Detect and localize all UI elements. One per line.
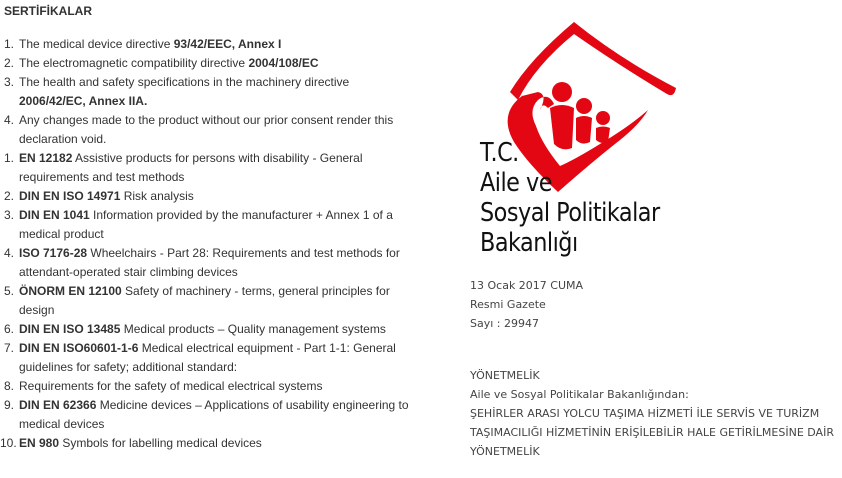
certificate-item: [0, 320, 420, 339]
regulation-title-line-1: ŞEHİRLER ARASI YOLCU TAŞIMA HİZMETİ İLE SERVİS VE TURİZM: [470, 407, 820, 420]
certificate-standard-code: DIN EN ISO 14971: [19, 189, 121, 203]
regulation-issuer: Aile ve Sosyal Politikalar Bakanlığından:: [470, 388, 689, 401]
certificate-item: [0, 35, 420, 54]
gazette-info: [470, 276, 583, 333]
certificate-standard-code: ISO 7176-28: [19, 246, 88, 260]
certificate-description: Risk analysis: [120, 189, 194, 203]
regulation-info: [470, 366, 842, 461]
certificate-standard-code: DIN EN 1041: [19, 208, 90, 222]
certificate-description: Symbols for labelling medical devices: [59, 436, 262, 450]
certificate-number: 3.: [4, 208, 15, 222]
certificate-item: [0, 149, 420, 187]
certificate-text: The health and safety specifications in the machinery directive: [19, 75, 350, 89]
certificate-item: [0, 377, 420, 396]
certificate-description: Medicine devices – Applications of usability engineering to medical devices: [19, 398, 409, 431]
certificate-number: 4.: [4, 113, 15, 127]
logo-line-bakanlik: Bakanlığı: [480, 228, 578, 258]
certificate-number: 1.: [4, 37, 15, 51]
certificate-standard-code: 2006/42/EC, Annex IIA.: [19, 94, 148, 108]
certificate-item: [0, 206, 420, 244]
certificate-text: Requirements for the safety of medical electrical systems: [19, 379, 323, 393]
regulation-title-line-2: TAŞIMACILIĞI HİZMETİNİN ERİŞİLEBİLİR HALE GETİRİLMESİNE DAİR: [470, 426, 834, 439]
ministry-name: [480, 138, 686, 258]
certificate-item: [0, 339, 420, 377]
certificate-standard-code: DIN EN 62366: [19, 398, 97, 412]
certificate-number: 2.: [4, 189, 15, 203]
gazette-issue: Sayı : 29947: [470, 317, 539, 330]
logo-line-tc: T.C.: [480, 138, 519, 168]
certificate-standard-code: EN 980: [19, 436, 60, 450]
certificate-number: 3.: [4, 75, 15, 89]
certificate-standard-code: 2004/108/EC: [248, 56, 319, 70]
certificate-number: 7.: [4, 341, 15, 355]
certificate-standard-code: DIN EN ISO60601-1-6: [19, 341, 139, 355]
certificate-text: The medical device directive: [19, 37, 174, 51]
certificate-item: [0, 244, 420, 282]
certificate-number: 6.: [4, 322, 15, 336]
certificate-description: Information provided by the manufacturer + Annex 1 of a medical product: [19, 208, 393, 241]
certificate-number: 2.: [4, 56, 15, 70]
certificate-standard-code: ÖNORM EN 12100: [19, 284, 122, 298]
certificate-item: [0, 73, 420, 111]
gazette-date: 13 Ocak 2017 CUMA: [470, 279, 584, 292]
certificate-text: The electromagnetic compatibility directive: [19, 56, 249, 70]
logo-line-sosyal: Sosyal Politikalar: [480, 198, 660, 228]
logo-line-aile: Aile ve: [480, 168, 552, 198]
certificate-description: Safety of machinery - terms, general principles for design: [19, 284, 390, 317]
certificate-item: [0, 434, 420, 453]
certificate-description: Wheelchairs - Part 28: Requirements and test methods for attendant-operated stair climbing devices: [19, 246, 400, 279]
certificate-number: 4.: [4, 246, 15, 260]
certificate-item: [0, 282, 420, 320]
certificate-number: 9.: [4, 398, 15, 412]
certificate-description: Medical products – Quality management systems: [120, 322, 386, 336]
logo-roof-icon: [510, 22, 676, 100]
certificate-number: 10.: [0, 436, 17, 450]
certificate-standard-code: EN 12182: [19, 151, 73, 165]
certificate-standard-code: 93/42/EEC, Annex I: [173, 37, 282, 51]
certificate-item: [0, 111, 420, 149]
certificate-text: Any changes made to the product without our prior consent render this declaration void.: [19, 113, 394, 146]
certificate-number: 5.: [4, 284, 15, 298]
section-heading: SERTİFİKALAR: [4, 4, 92, 18]
gazette-name: Resmi Gazete: [470, 298, 546, 311]
certificate-item: [0, 396, 420, 434]
certificate-number: 1.: [4, 151, 15, 165]
regulation-title-line-3: YÖNETMELİK: [470, 445, 540, 458]
regulation-type: YÖNETMELİK: [470, 369, 540, 382]
certificate-description: Assistive products for persons with disability - General requirements and test methods: [19, 151, 363, 184]
certificate-standard-code: DIN EN ISO 13485: [19, 322, 121, 336]
certificate-item: [0, 187, 420, 206]
certificate-item: [0, 54, 420, 73]
certificate-description: Medical electrical equipment - Part 1-1: General guidelines for safety; additional standard:: [19, 341, 396, 374]
certificate-list: [0, 35, 420, 453]
certificate-number: 8.: [4, 379, 15, 393]
